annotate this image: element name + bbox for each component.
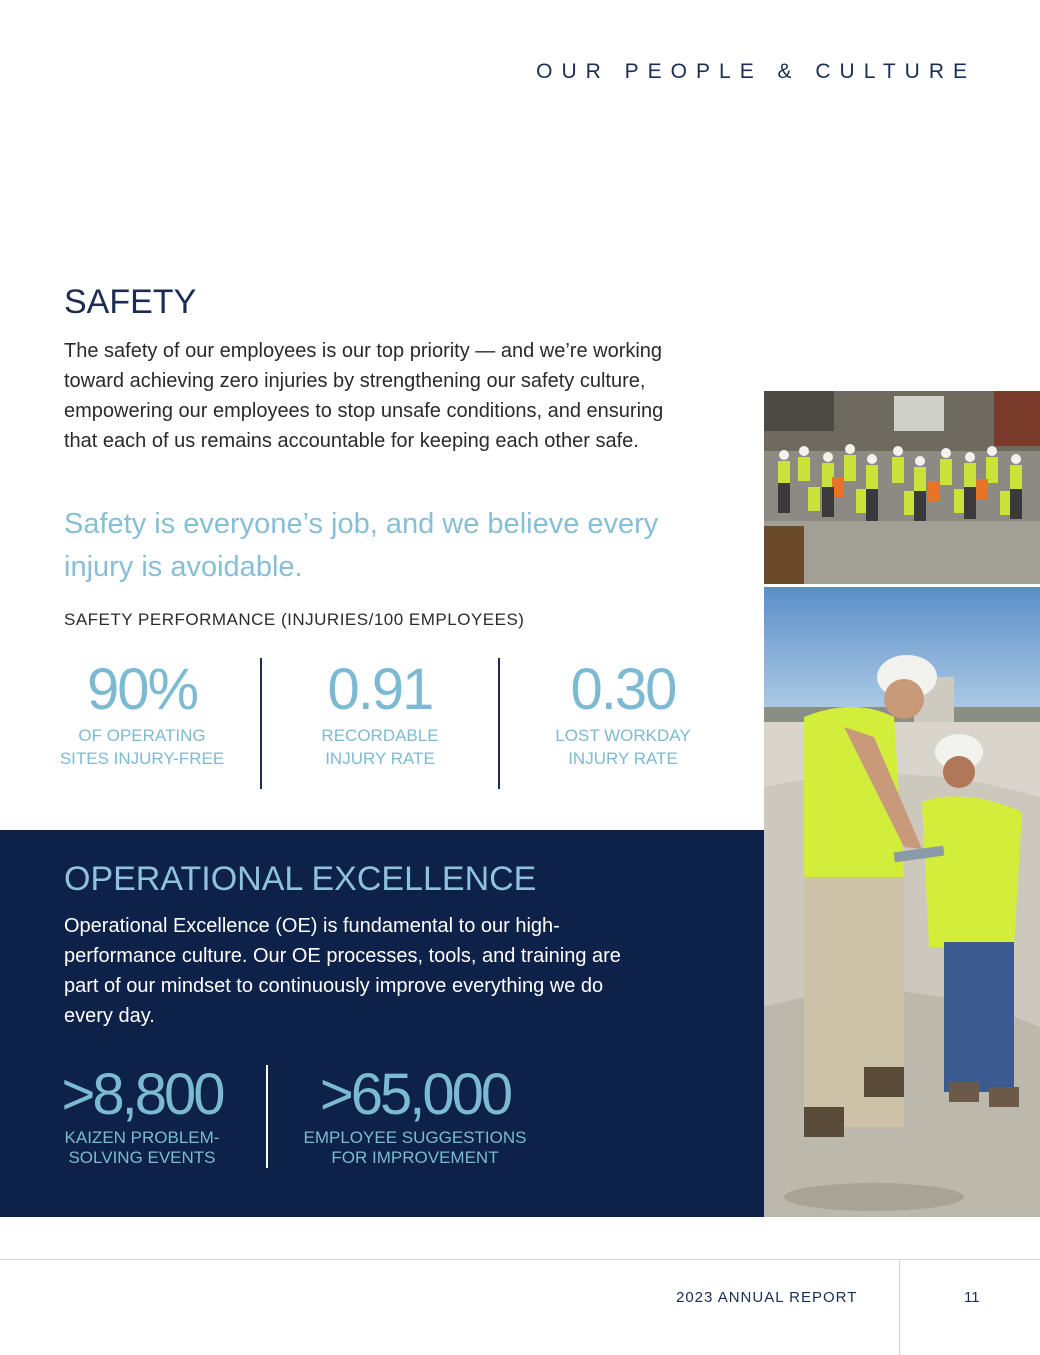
stat-divider: [266, 1065, 268, 1168]
stat-value: >8,800: [61, 1062, 223, 1127]
section-header: OUR PEOPLE & CULTURE: [536, 60, 976, 83]
stat-employee-suggestions: [300, 1062, 530, 1168]
stat-value: 0.91: [327, 657, 433, 722]
stat-label-line1: KAIZEN PROBLEM-: [64, 1128, 220, 1147]
stat-label-line2: INJURY RATE: [568, 749, 678, 768]
photo-worker-group: [764, 391, 1040, 584]
stat-label-line1: OF OPERATING: [78, 726, 206, 745]
oe-title: OPERATIONAL EXCELLENCE: [64, 860, 537, 898]
safety-quote: Safety is everyone’s job, and we believe every injury is avoidable.: [64, 508, 659, 583]
stat-lost-workday-rate: [533, 656, 713, 770]
stat-label-line1: RECORDABLE: [321, 726, 439, 745]
stat-value: 90%: [86, 657, 198, 722]
stat-value: 0.30: [570, 657, 676, 722]
footer-divider: [0, 1259, 1040, 1260]
stat-recordable-injury-rate: [290, 656, 470, 770]
oe-body-text: Operational Excellence (OE) is fundamental to our high-performance culture. Our OE processes, tools, and training are part of our mindset to continuously improve everything we do every day.: [64, 915, 621, 1027]
stat-label-line1: EMPLOYEE SUGGESTIONS: [303, 1128, 527, 1147]
safety-title: SAFETY: [64, 283, 197, 321]
footer-vertical-divider: [899, 1260, 900, 1355]
footer-page-number: 11: [964, 1289, 980, 1306]
photo-workers-with-tablet: [764, 587, 1040, 1217]
stat-value: >65,000: [319, 1062, 511, 1127]
stat-label-line2: SOLVING EVENTS: [68, 1148, 216, 1167]
safety-body-text: The safety of our employees is our top priority — and we’re working toward achieving zero injuries by strengthening our safety culture, empowering our employees to stop unsafe conditions, and ensuring that each of us remains accountable for keeping each other safe.: [64, 340, 664, 452]
safety-performance-heading: SAFETY PERFORMANCE (INJURIES/100 EMPLOYEES): [64, 610, 525, 629]
stat-label-line2: INJURY RATE: [325, 749, 435, 768]
footer-report-label: 2023 ANNUAL REPORT: [676, 1289, 858, 1306]
stat-label-line2: SITES INJURY-FREE: [59, 749, 225, 768]
stat-divider: [260, 658, 262, 789]
stat-injury-free-sites: [52, 656, 232, 770]
stat-label-line2: FOR IMPROVEMENT: [331, 1148, 499, 1167]
stat-label-line1: LOST WORKDAY: [555, 726, 691, 745]
stat-divider: [498, 658, 500, 789]
stat-kaizen-events: [42, 1062, 242, 1168]
